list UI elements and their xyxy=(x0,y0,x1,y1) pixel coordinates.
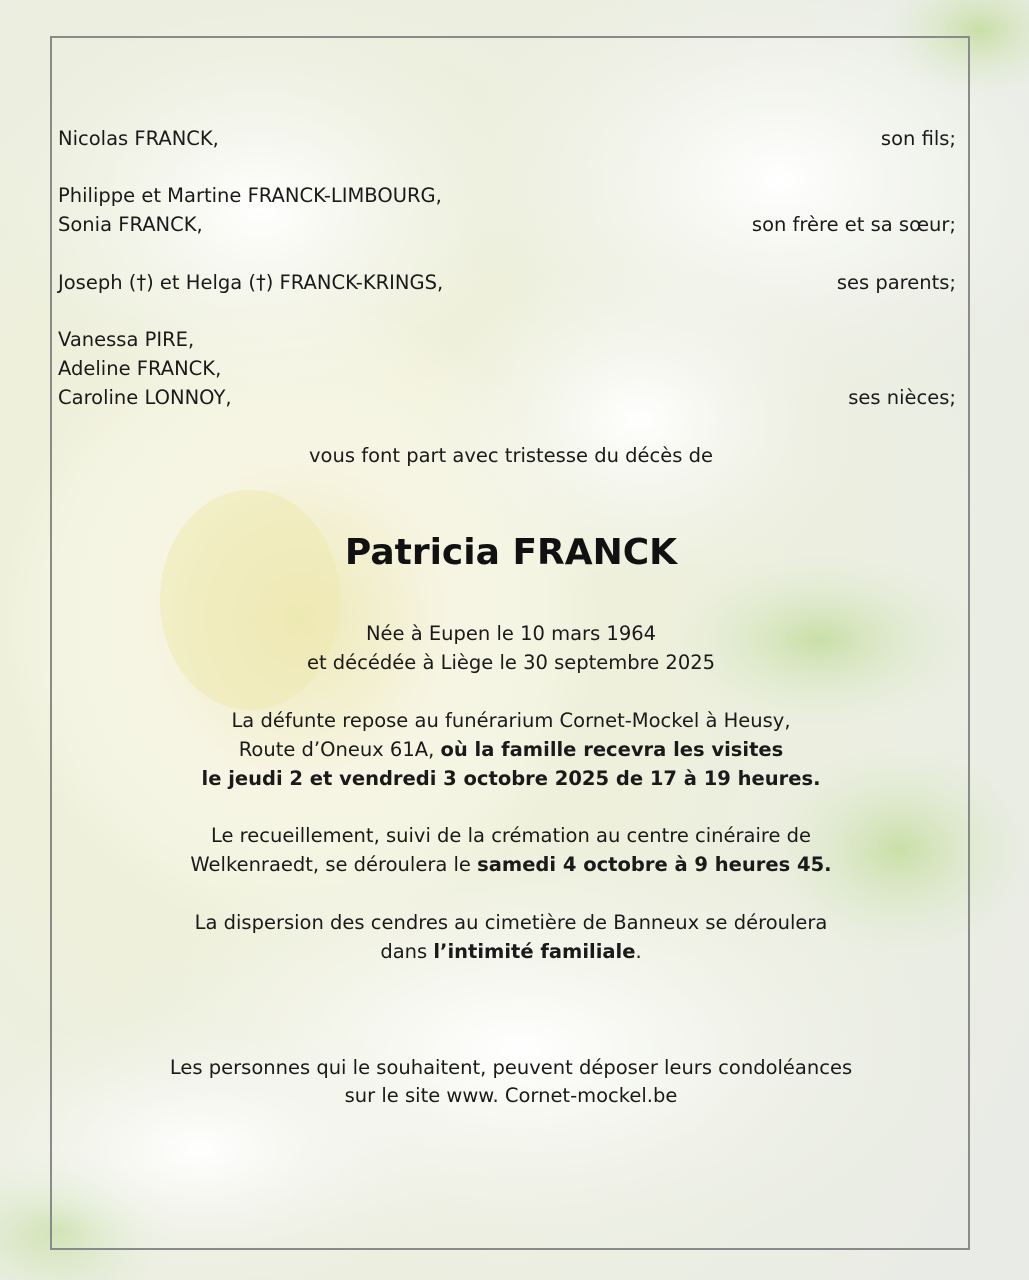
visitation-line-2: Route d’Oneux 61A, où la famille recevra les visites xyxy=(238,738,784,761)
family-relation: ses nièces; xyxy=(848,386,956,409)
ceremony-line-2: Welkenraedt, se déroulera le samedi 4 octobre à 9 heures 45. xyxy=(190,853,832,876)
dispersion-line-2: dans l’intimité familiale. xyxy=(380,940,642,963)
condolences-line-2: sur le site www. Cornet-mockel.be xyxy=(344,1084,678,1107)
dispersion-line-1: La dispersion des cendres au cimetière de Banneux se déroulera xyxy=(194,911,828,934)
family-name: Adeline FRANCK, xyxy=(58,357,222,380)
family-name: Philippe et Martine FRANCK-LIMBOURG, xyxy=(58,184,442,207)
family-member-line xyxy=(58,386,956,410)
visitation-line-3: le jeudi 2 et vendredi 3 octobre 2025 de 17 à 19 heures. xyxy=(201,767,821,790)
family-name: Nicolas FRANCK, xyxy=(58,127,219,150)
family-member-line xyxy=(58,184,956,208)
family-relation: ses parents; xyxy=(836,271,956,294)
family-name: Caroline LONNOY, xyxy=(58,386,232,409)
family-relation: son fils; xyxy=(880,127,956,150)
family-member-line xyxy=(58,127,956,151)
family-member-line xyxy=(58,357,956,381)
family-relation: son frère et sa sœur; xyxy=(751,213,956,236)
family-name: Sonia FRANCK, xyxy=(58,213,203,236)
death-text: et décédée à Liège le 30 septembre 2025 xyxy=(306,651,716,674)
deceased-name: Patricia FRANCK xyxy=(344,532,678,573)
family-member-line xyxy=(58,213,956,237)
ceremony-line-1: Le recueillement, suivi de la crémation au centre cinéraire de xyxy=(210,824,812,847)
family-name: Joseph (†) et Helga (†) FRANCK-KRINGS, xyxy=(58,271,444,294)
family-member-line xyxy=(58,328,956,352)
visitation-line-1: La défunte repose au funérarium Cornet-Mockel à Heusy, xyxy=(231,709,791,732)
family-member-line xyxy=(58,271,956,295)
condolences-line-1: Les personnes qui le souhaitent, peuvent déposer leurs condoléances xyxy=(169,1056,853,1079)
announcement-text: vous font part avec tristesse du décès de xyxy=(309,444,713,467)
family-name: Vanessa PIRE, xyxy=(58,328,195,351)
birth-text: Née à Eupen le 10 mars 1964 xyxy=(365,622,657,645)
